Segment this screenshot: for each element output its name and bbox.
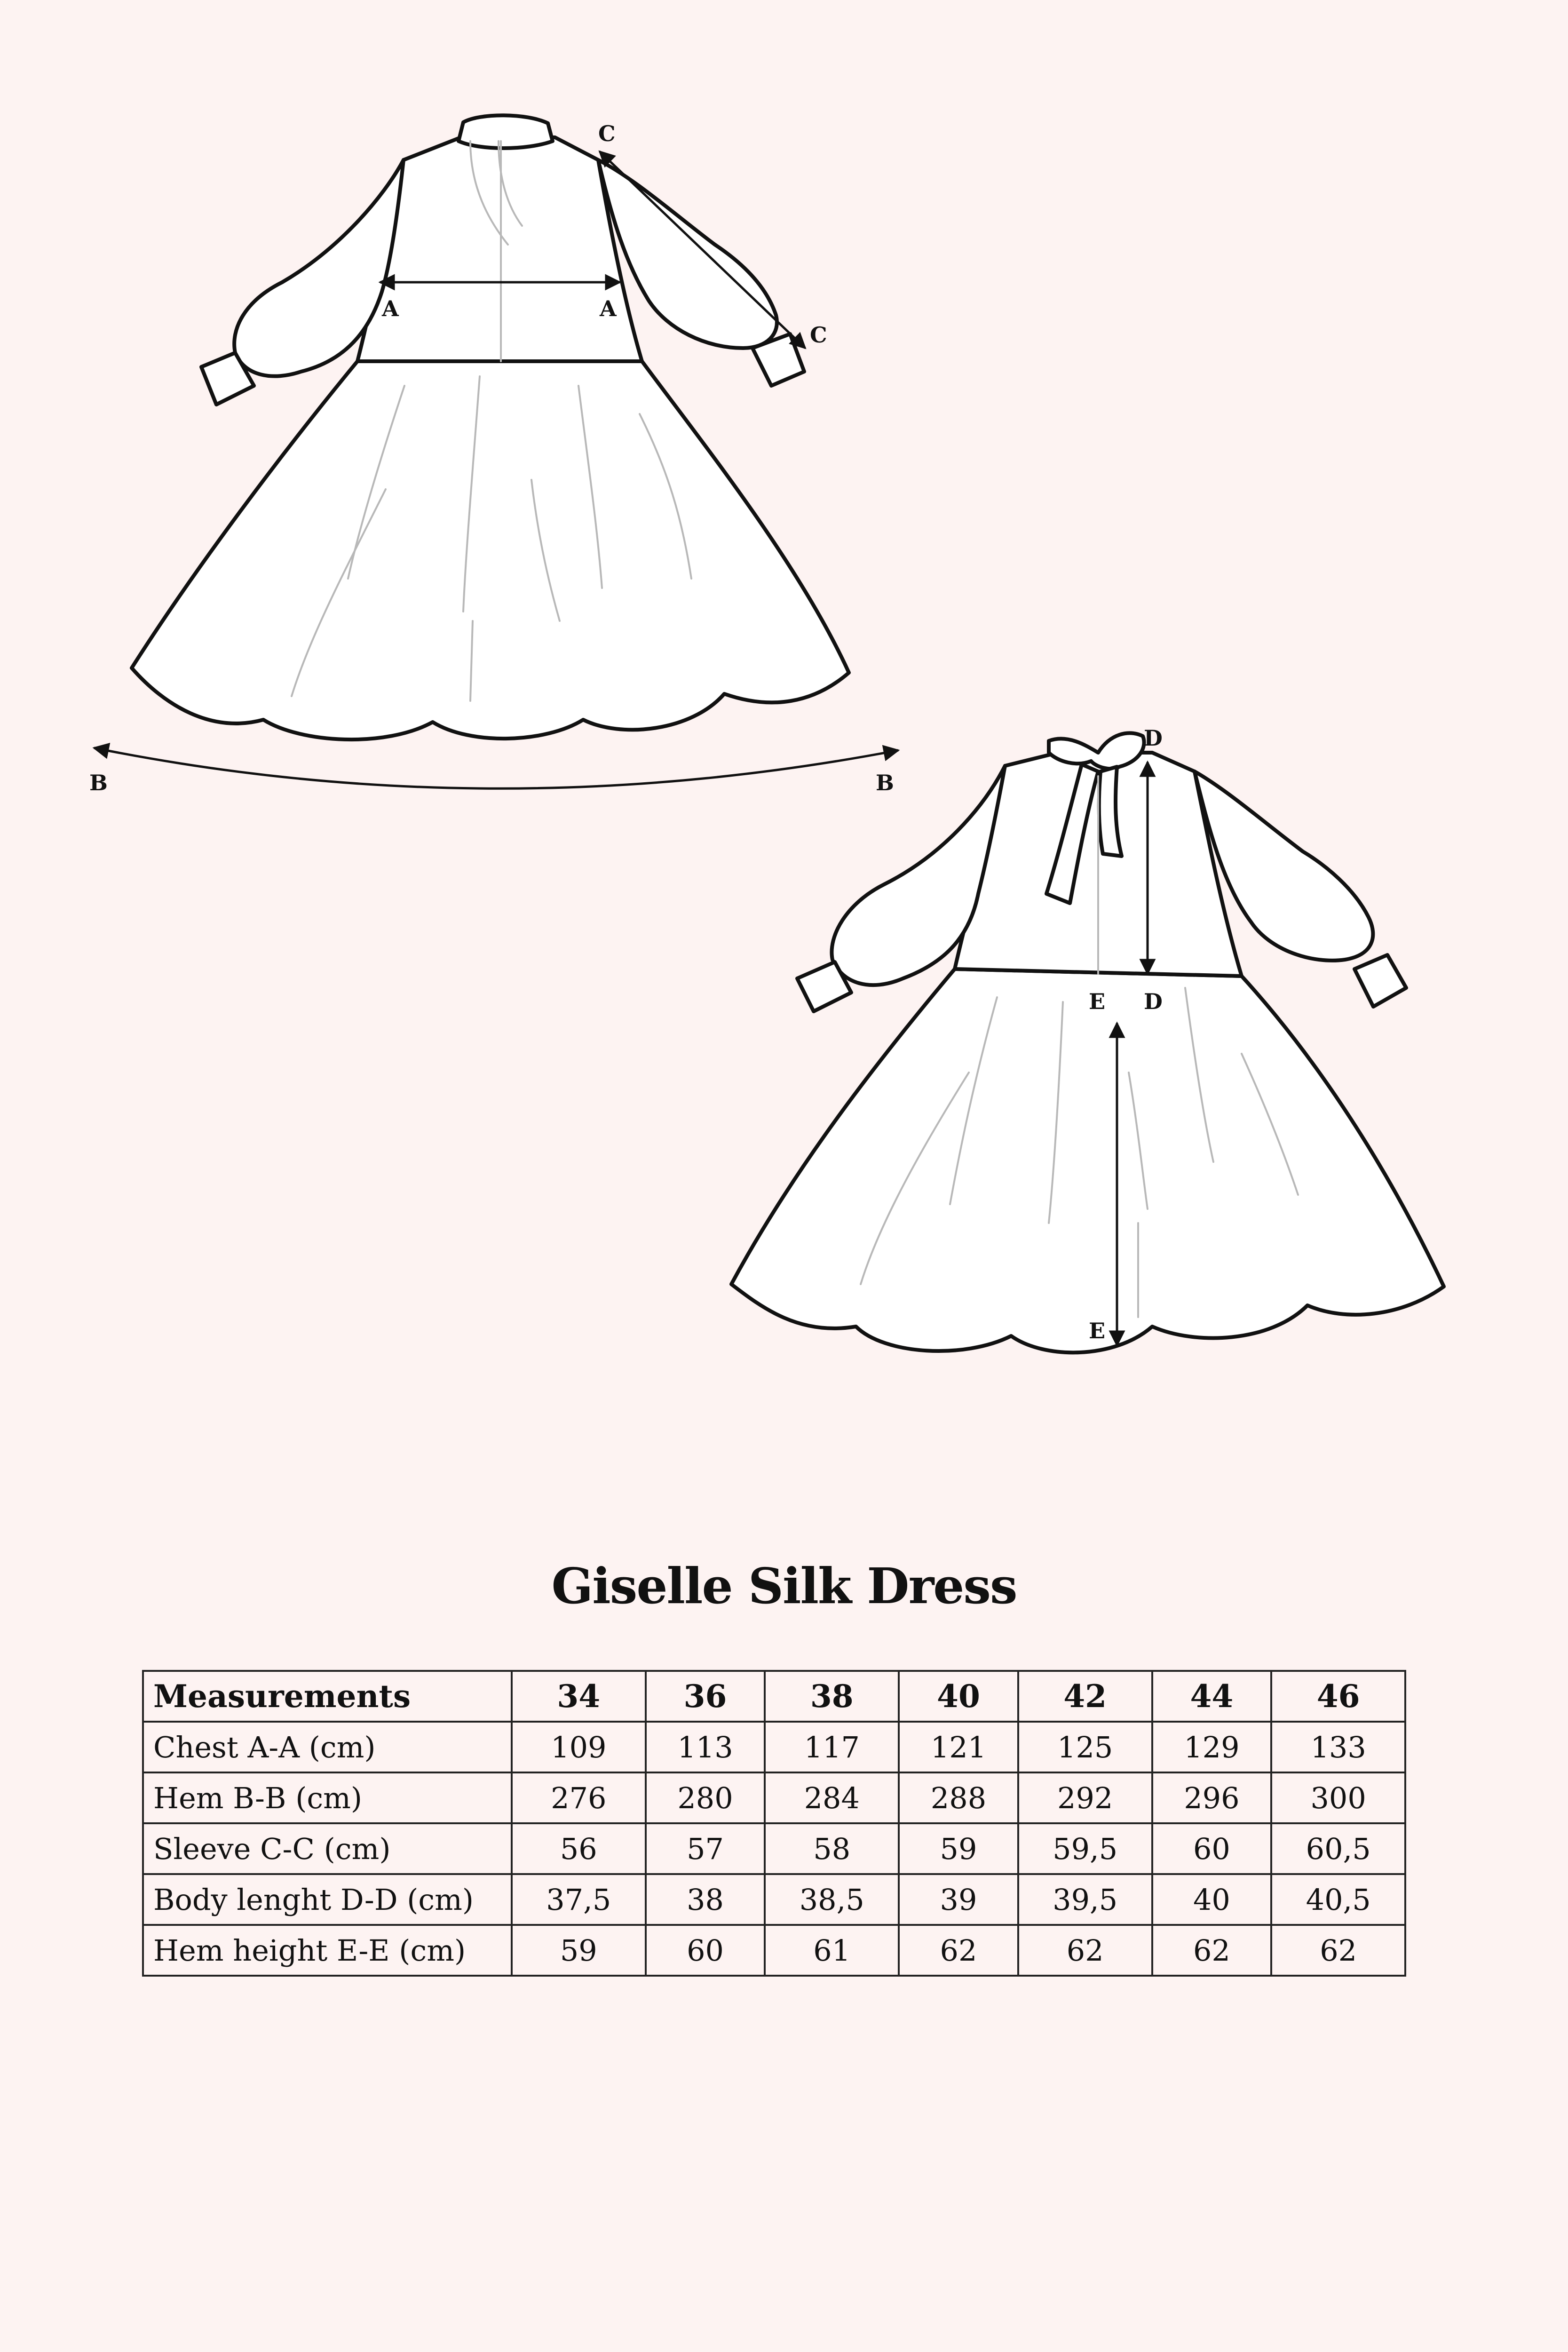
table-cell: 59 (899, 1823, 1018, 1874)
table-cell: 59 (512, 1925, 646, 1976)
table-cell: 56 (512, 1823, 646, 1874)
row-label: Sleeve C-C (cm) (143, 1823, 512, 1874)
measurements-header: Measurements (143, 1671, 512, 1722)
size-header: 40 (899, 1671, 1018, 1722)
table-row (143, 1722, 1405, 1772)
table-cell: 60,5 (1271, 1823, 1405, 1874)
table-cell: 38,5 (765, 1874, 899, 1925)
hem-measure-line (94, 748, 898, 788)
table-cell: 38 (646, 1874, 765, 1925)
label-c-top: C (598, 121, 616, 146)
table-cell: 58 (765, 1823, 899, 1874)
label-c-bottom: C (810, 322, 827, 348)
table-cell: 62 (1152, 1925, 1272, 1976)
row-label: Chest A-A (cm) (143, 1722, 512, 1772)
front-skirt (132, 361, 849, 739)
row-label: Hem height E-E (cm) (143, 1925, 512, 1976)
table-cell: 39,5 (1018, 1874, 1152, 1925)
row-label: Body lenght D-D (cm) (143, 1874, 512, 1925)
front-view-dress (132, 115, 849, 739)
table-cell: 40,5 (1271, 1874, 1405, 1925)
size-header: 38 (765, 1671, 899, 1722)
table-cell: 59,5 (1018, 1823, 1152, 1874)
table-cell: 292 (1018, 1772, 1152, 1823)
label-a-right: A (600, 296, 617, 321)
table-cell: 113 (646, 1722, 765, 1772)
back-skirt (731, 969, 1444, 1352)
table-cell: 133 (1271, 1722, 1405, 1772)
label-a-left: A (382, 296, 399, 321)
back-right-cuff (1354, 955, 1406, 1007)
table-cell: 117 (765, 1722, 899, 1772)
table-cell: 62 (899, 1925, 1018, 1976)
size-chart-table (142, 1670, 1406, 1977)
size-header: 46 (1271, 1671, 1405, 1722)
label-b-left: B (89, 770, 108, 795)
table-cell: 109 (512, 1722, 646, 1772)
size-header: 42 (1018, 1671, 1152, 1722)
table-cell: 61 (765, 1925, 899, 1976)
front-collar (459, 115, 553, 148)
label-e-top: E (1089, 989, 1106, 1014)
table-cell: 37,5 (512, 1874, 646, 1925)
table-cell: 121 (899, 1722, 1018, 1772)
table-cell: 40 (1152, 1874, 1272, 1925)
back-view-dress (731, 733, 1444, 1352)
size-header: 34 (512, 1671, 646, 1722)
label-d-top: D (1144, 725, 1163, 751)
table-header-row (143, 1671, 1405, 1722)
table-row (143, 1925, 1405, 1976)
table-row (143, 1874, 1405, 1925)
table-cell: 129 (1152, 1722, 1272, 1772)
row-label: Hem B-B (cm) (143, 1772, 512, 1823)
table-cell: 60 (646, 1925, 765, 1976)
label-d-bottom: D (1144, 989, 1163, 1014)
size-header: 36 (646, 1671, 765, 1722)
table-row (143, 1823, 1405, 1874)
page-title: Giselle Silk Dress (551, 1557, 1017, 1615)
table-cell: 300 (1271, 1772, 1405, 1823)
table-row (143, 1772, 1405, 1823)
table-cell: 39 (899, 1874, 1018, 1925)
label-b-right: B (876, 770, 894, 795)
table-cell: 60 (1152, 1823, 1272, 1874)
table-cell: 280 (646, 1772, 765, 1823)
table-cell: 62 (1018, 1925, 1152, 1976)
table-cell: 284 (765, 1772, 899, 1823)
size-header: 44 (1152, 1671, 1272, 1722)
table-cell: 125 (1018, 1722, 1152, 1772)
label-e-bottom: E (1089, 1318, 1106, 1343)
table-cell: 296 (1152, 1772, 1272, 1823)
table-cell: 57 (646, 1823, 765, 1874)
table-cell: 276 (512, 1772, 646, 1823)
table-cell: 62 (1271, 1925, 1405, 1976)
table-cell: 288 (899, 1772, 1018, 1823)
